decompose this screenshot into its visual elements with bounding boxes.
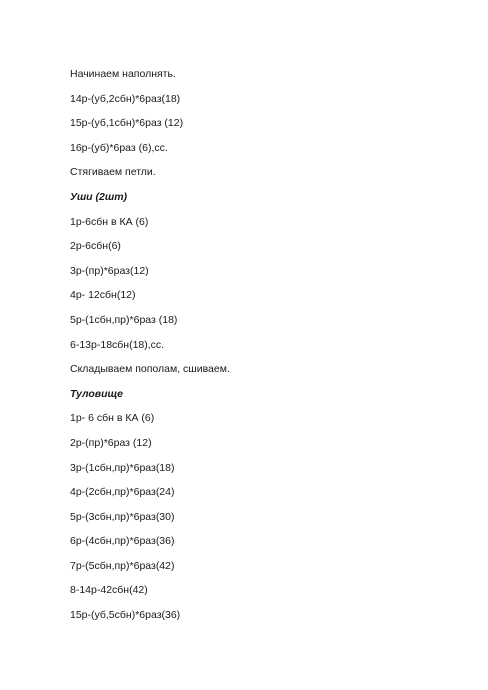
section-heading-body: Туловище (70, 387, 123, 400)
text-line: Стягиваем петли. (70, 166, 156, 179)
text-line: 6р-(4сбн,пр)*6раз(36) (70, 535, 175, 548)
text-line: 15р-(уб,1сбн)*6раз (12) (70, 117, 184, 130)
text-line: 2р-6сбн(6) (70, 240, 121, 253)
text-line: 3р-(пр)*6раз(12) (70, 264, 149, 277)
text-line: Складываем пополам, сшиваем. (70, 363, 230, 376)
text-line: 14р-(уб,2сбн)*6раз(18) (70, 92, 181, 105)
text-line: 1р-6сбн в КА (6) (70, 215, 149, 228)
text-line: 5р-(3сбн,пр)*6раз(30) (70, 510, 175, 523)
section-heading-ears: Уши (2шт) (70, 190, 128, 203)
text-line: 4р-(2сбн,пр)*6раз(24) (70, 486, 175, 499)
text-line: 15р-(уб,5сбн)*6раз(36) (70, 609, 181, 622)
text-line: 4р- 12сбн(12) (70, 289, 136, 302)
text-line: 6-13р-18сбн(18),сс. (70, 338, 165, 351)
text-line: 8-14р-42сбн(42) (70, 584, 148, 597)
text-line: 7р-(5сбн,пр)*6раз(42) (70, 559, 175, 572)
text-line: 16р-(уб)*6раз (6),сс. (70, 141, 168, 154)
document-content (70, 68, 450, 634)
text-line: Начинаем наполнять. (70, 68, 176, 80)
text-line: 1р- 6 сбн в КА (6) (70, 412, 155, 425)
text-line: 3р-(1сбн,пр)*6раз(18) (70, 461, 175, 474)
text-line: 5р-(1сбн,пр)*6раз (18) (70, 313, 178, 326)
text-line: 2р-(пр)*6раз (12) (70, 436, 152, 449)
